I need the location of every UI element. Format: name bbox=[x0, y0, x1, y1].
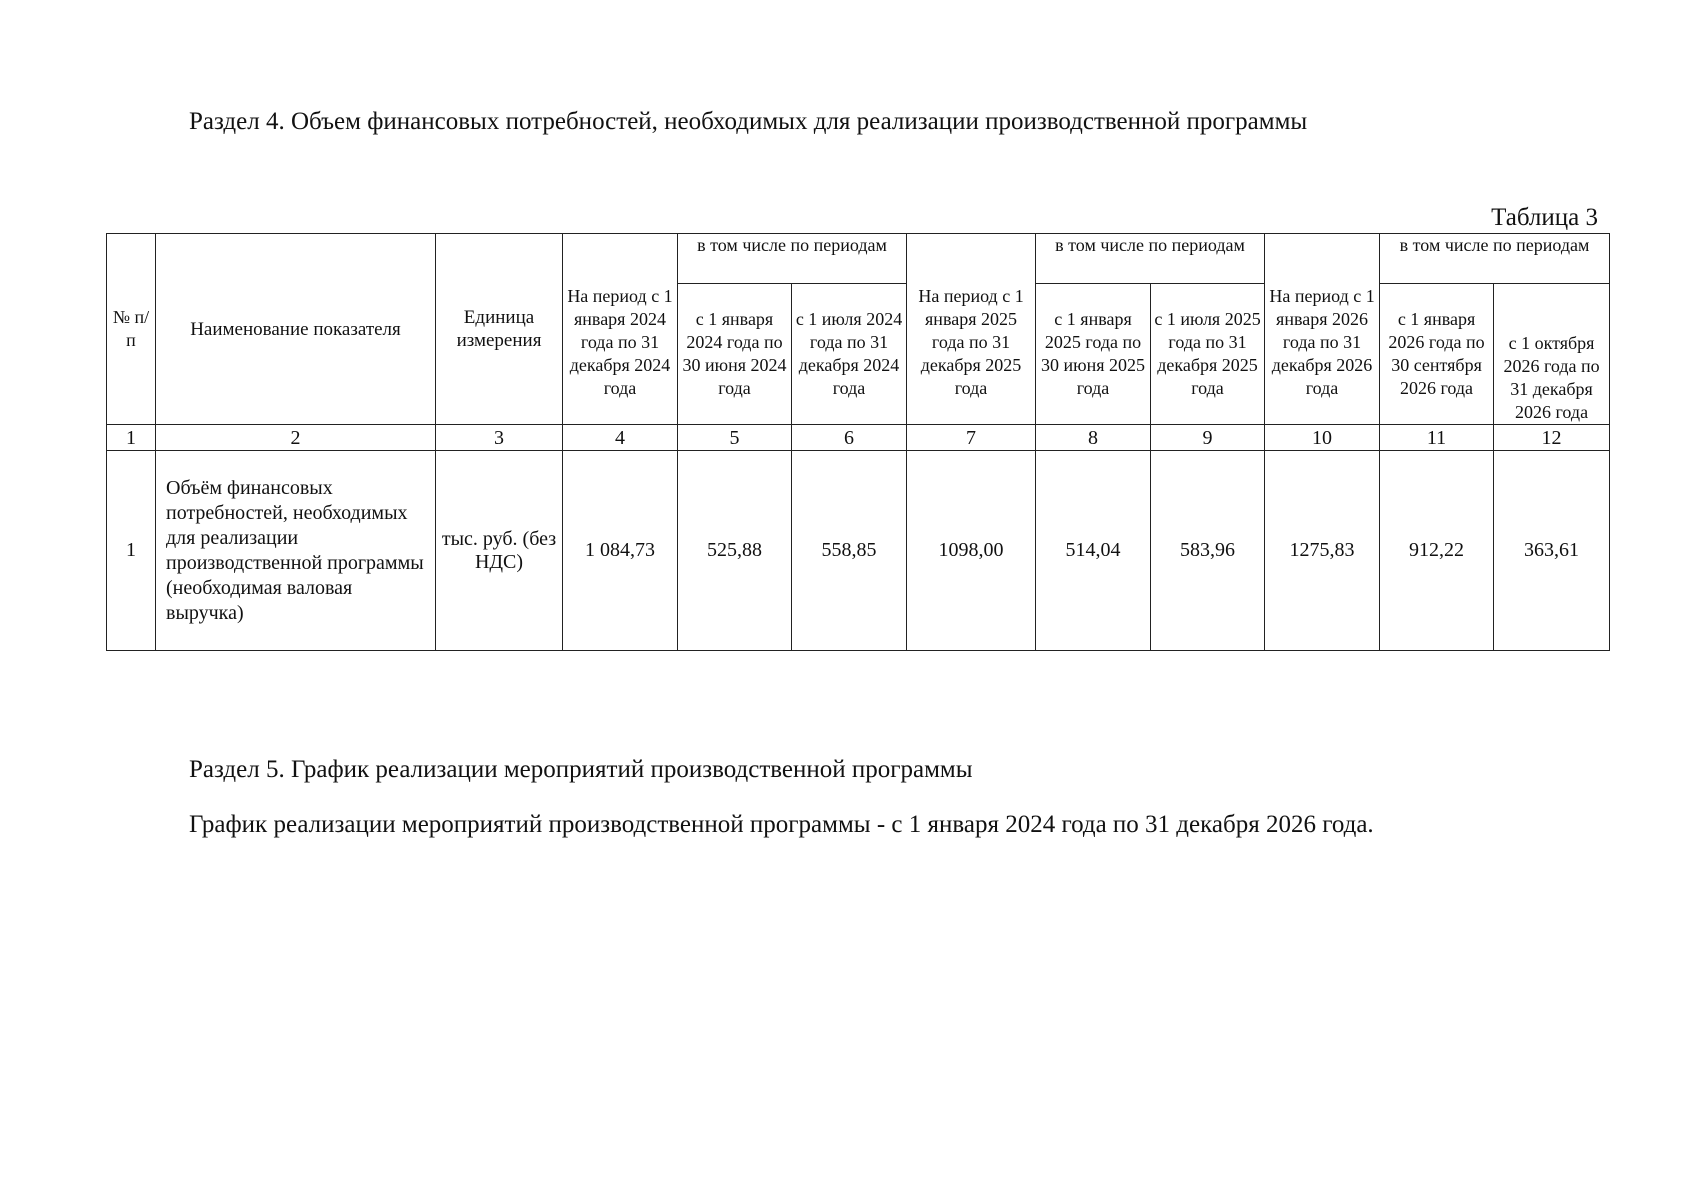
table-row bbox=[107, 451, 1610, 651]
column-number: 7 bbox=[907, 425, 1036, 451]
row-unit: тыс. руб. (без НДС) bbox=[436, 451, 563, 651]
header-incl-2025: в том числе по периодам bbox=[1036, 234, 1265, 284]
header-period-2025: На период с 1 января 2025 года по 31 декабря 2025 года bbox=[907, 234, 1036, 425]
value-period-2025: 1098,00 bbox=[907, 451, 1036, 651]
header-sub-2024-h2: с 1 июля 2024 года по 31 декабря 2024 года bbox=[792, 284, 907, 425]
column-number: 2 bbox=[156, 425, 436, 451]
column-number: 9 bbox=[1151, 425, 1265, 451]
header-unit: Единица измерения bbox=[436, 234, 563, 425]
column-number: 4 bbox=[563, 425, 678, 451]
row-indicator-name: Объём финансовых потребностей, необходимых для реализации производственной программы (необходимая валовая выручка) bbox=[156, 451, 436, 651]
value-2024-h2: 558,85 bbox=[792, 451, 907, 651]
column-number: 8 bbox=[1036, 425, 1151, 451]
section-5-text: График реализации мероприятий производственной программы - с 1 января 2024 года по 31 декабря 2026 года. bbox=[189, 811, 1374, 838]
value-2026-q4: 363,61 bbox=[1494, 451, 1610, 651]
value-2026-q1-3: 912,22 bbox=[1380, 451, 1494, 651]
header-incl-2026: в том числе по периодам bbox=[1380, 234, 1610, 284]
table-caption: Таблица 3 bbox=[1491, 204, 1598, 231]
value-2024-h1: 525,88 bbox=[678, 451, 792, 651]
header-period-2026: На период с 1 января 2026 года по 31 декабря 2026 года bbox=[1265, 234, 1380, 425]
header-period-2024: На период с 1 января 2024 года по 31 декабря 2024 года bbox=[563, 234, 678, 425]
column-number: 10 bbox=[1265, 425, 1380, 451]
value-period-2026: 1275,83 bbox=[1265, 451, 1380, 651]
column-number: 6 bbox=[792, 425, 907, 451]
value-2025-h2: 583,96 bbox=[1151, 451, 1265, 651]
value-period-2024: 1 084,73 bbox=[563, 451, 678, 651]
column-number: 3 bbox=[436, 425, 563, 451]
column-number: 12 bbox=[1494, 425, 1610, 451]
column-number: 11 bbox=[1380, 425, 1494, 451]
header-sub-2025-h2: с 1 июля 2025 года по 31 декабря 2025 года bbox=[1151, 284, 1265, 425]
header-sub-2026-q1-3: с 1 января 2026 года по 30 сентября 2026 года bbox=[1380, 284, 1494, 425]
row-num: 1 bbox=[107, 451, 156, 651]
section-4-title: Раздел 4. Объем финансовых потребностей, необходимых для реализации производственной программы bbox=[189, 108, 1308, 135]
header-name: Наименование показателя bbox=[156, 234, 436, 425]
financial-needs-table bbox=[106, 233, 1610, 651]
column-number: 1 bbox=[107, 425, 156, 451]
section-5-title: Раздел 5. График реализации мероприятий производственной программы bbox=[189, 756, 973, 783]
header-incl-2024: в том числе по периодам bbox=[678, 234, 907, 284]
header-sub-2026-q4: с 1 октября 2026 года по 31 декабря 2026 года bbox=[1494, 284, 1610, 425]
column-numbers-row bbox=[107, 425, 1610, 451]
header-sub-2024-h1: с 1 января 2024 года по 30 июня 2024 года bbox=[678, 284, 792, 425]
header-num: № п/п bbox=[107, 234, 156, 425]
header-sub-2025-h1: с 1 января 2025 года по 30 июня 2025 года bbox=[1036, 284, 1151, 425]
column-number: 5 bbox=[678, 425, 792, 451]
value-2025-h1: 514,04 bbox=[1036, 451, 1151, 651]
